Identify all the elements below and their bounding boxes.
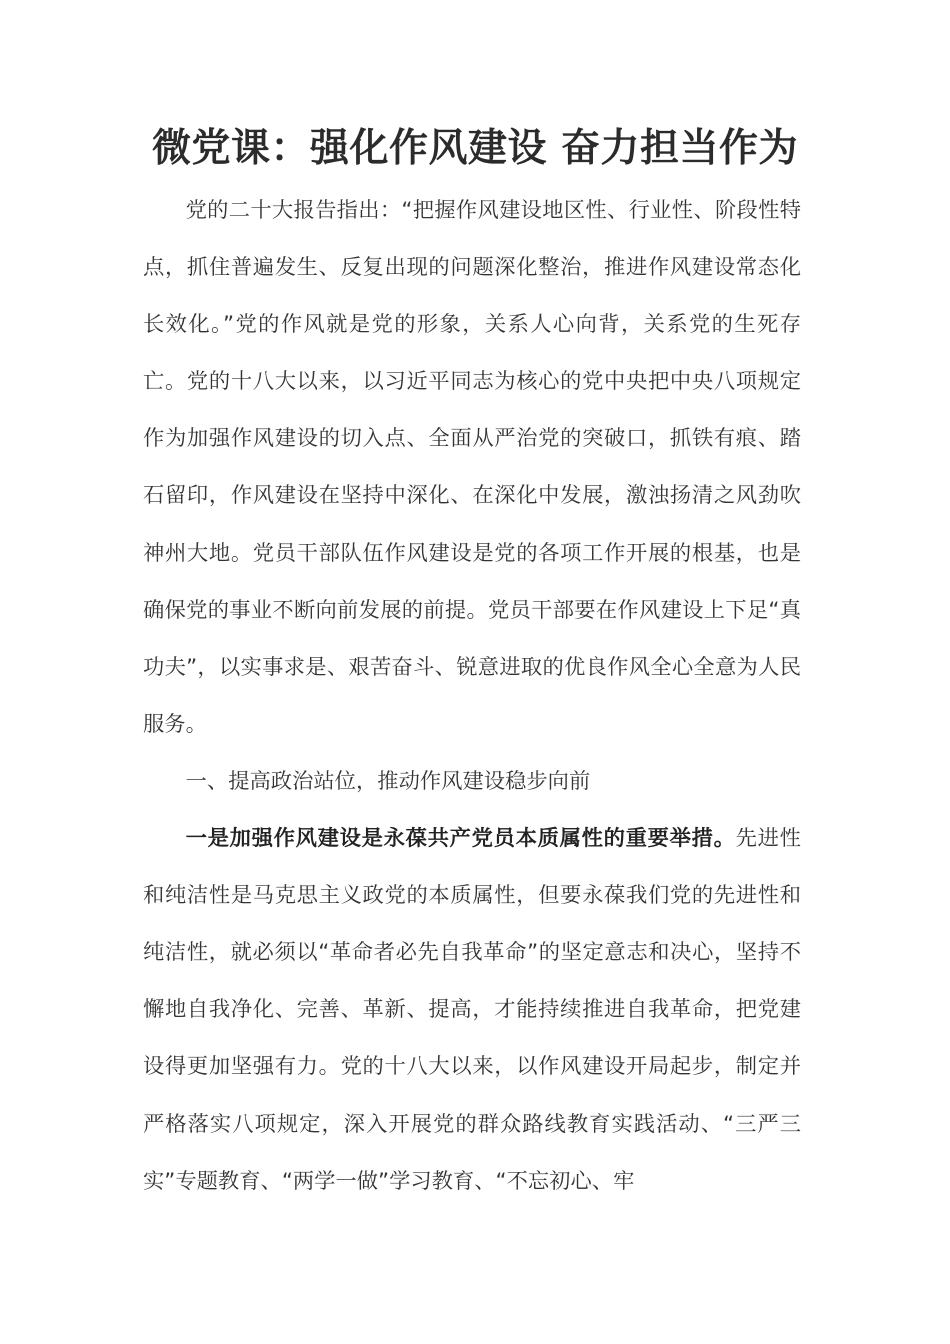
- paragraph-intro: [143, 182, 801, 753]
- paragraph-point-1: [143, 810, 801, 1210]
- section-heading-text: 一、提高政治站位，推动作风建设稳步向前: [185, 768, 591, 794]
- paragraph-lead-sentence: 一是加强作风建设是永葆共产党员本质属性的重要举措。: [185, 826, 736, 852]
- paragraph-text: 党的二十大报告指出：“把握作风建设地区性、行业性、阶段性特点，抓住普遍发生、反复出现的问题深化整治，推进作风建设常态化长效化。”党的作风就是党的形象，关系人心向背，关系党的生死存亡。党的十八大以来，以习近平同志为核心的党中央把中央八项规定作为加强作风建设的切入点、全面从严治党的突破口，抓铁有痕、踏石留印，作风建设在坚持中深化、在深化中发展，激浊扬清之风劲吹神州大地。党员干部队伍作风建设是党的各项工作开展的根基，也是确保党的事业不断向前发展的前提。党员干部要在作风建设上下足“真功夫”，以实事求是、艰苦奋斗、锐意进取的优良作风全心全意为人民服务。: [143, 198, 801, 737]
- document-title: 微党课：强化作风建设 奋力担当作为: [151, 125, 799, 171]
- section-heading-1: [143, 753, 801, 810]
- paragraph-text: 先进性和纯洁性是马克思主义政党的本质属性，但要永葆我们党的先进性和纯洁性，就必须以“革命者必先自我革命”的坚定意志和决心，坚持不懈地自我净化、完善、革新、提高，才能持续推进自我革命，把党建设得更加坚强有力。党的十八大以来，以作风建设开局起步，制定并严格落实八项规定，深入开展党的群众路线教育实践活动、“三严三实”专题教育、“两学一做”学习教育、“不忘初心、牢: [143, 826, 801, 1194]
- document-body: [143, 182, 801, 1210]
